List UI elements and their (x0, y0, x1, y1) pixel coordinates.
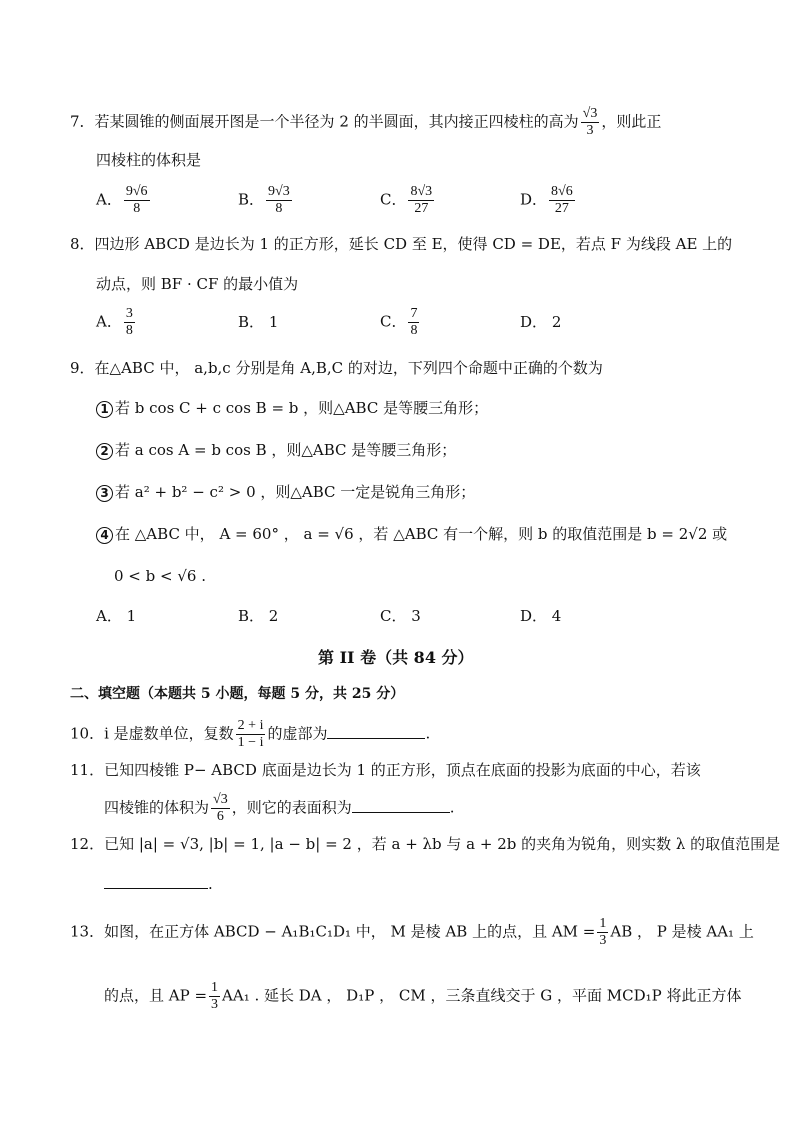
q7-option-a-label: A． (96, 190, 122, 209)
q13-ap-den: 3 (211, 997, 219, 1012)
q7-option-c-num: 8√3 (410, 184, 433, 199)
circled-three-icon: 3 (96, 485, 113, 502)
q9-statement-3-text: 若 a² + b² − c² > 0 ，则△ABC 一定是锐角三角形； (115, 483, 476, 501)
q7-text-a: 若某圆锥的侧面展开图是一个半径为 2 的半圆面，其内接正四棱柱的高为 (94, 112, 579, 131)
circled-one-icon: 1 (96, 401, 113, 418)
q7-line1 (70, 106, 661, 139)
q9-statement-4-text: 在 △ABC 中， A = 60° ， a = √6 ，若 △ABC 有一个解，则 b 的取值范围是 b = 2√2 或 (115, 525, 728, 543)
q13-text-c: 的点，且 AP = (104, 986, 208, 1005)
q8-line2: 动点，则 BF · CF 的最小值为 (96, 275, 299, 293)
q10-number: 10． (70, 724, 105, 743)
q12-text: 已知 |a| = √3, |b| = 1, |a − b| = 2 ，若 a + λb 与 a + 2b 的夹角为锐角，则实数 λ 的取值范围是 (104, 835, 781, 853)
q13-ap-num: 1 (211, 980, 219, 995)
q8-option-a-num: 3 (125, 306, 133, 321)
q11-line2 (104, 792, 455, 825)
q8-option-d-text: 2 (551, 313, 562, 331)
q8-option-c-den: 8 (410, 323, 418, 338)
q7-height-fraction (581, 106, 600, 139)
q9-statement-2 (96, 440, 456, 460)
q7-option-c-den: 27 (414, 201, 429, 216)
q12-answer-blank[interactable] (104, 874, 208, 889)
q8-option-c-num: 7 (410, 306, 418, 321)
q9-text: 在△ABC 中， a,b,c 分别是角 A,B,C 的对边，下列四个命题中正确的个数为 (94, 359, 603, 377)
q8-option-c (380, 306, 421, 339)
q10-end: . (425, 724, 431, 743)
q13-text-b: AB ， P 是棱 AA₁ 上 (610, 922, 754, 941)
q9-statement-2-text: 若 a cos A = b cos B ，则△ABC 是等腰三角形； (115, 441, 457, 459)
q10-answer-blank[interactable] (327, 724, 425, 739)
q11-volume-num: √3 (213, 792, 228, 807)
q9-option-c: C． 3 (380, 607, 421, 625)
q8-option-c-label: C． (380, 312, 407, 331)
q13-am-num: 1 (599, 916, 607, 931)
q11-text-a: 四棱锥的体积为 (104, 798, 210, 817)
q7-option-c (380, 184, 436, 217)
q7-height-den: 3 (586, 123, 594, 138)
q12-line1 (70, 834, 780, 854)
q13-text-d: AA₁ . 延长 DA ， D₁P ， CM ，三条直线交于 G ，平面 MCD₁P 将此正方体 (222, 986, 742, 1005)
q8-option-d-label: D． (520, 313, 548, 331)
q7-option-a-den: 8 (133, 201, 141, 216)
q11-answer-blank[interactable] (352, 798, 450, 813)
q8-option-b-text: 1 (268, 313, 279, 331)
q7-line2: 四棱柱的体积是 (96, 151, 202, 169)
q10-line (70, 718, 430, 751)
q11-volume-den: 6 (216, 809, 224, 824)
q9-number: 9． (70, 359, 95, 377)
q9-statement-4 (96, 524, 727, 544)
q7-option-b-den: 8 (275, 201, 283, 216)
q8-option-a-label: A． (96, 312, 122, 331)
q8-option-b (238, 312, 278, 332)
q8-number: 8． (70, 235, 95, 253)
q13-number: 13． (70, 922, 105, 941)
q10-fraction-num: 2 + i (237, 718, 264, 733)
q11-line1 (70, 760, 701, 780)
q10-text-b: 的虚部为 (267, 724, 328, 743)
q11-text-b: ，则它的表面积为 (231, 798, 352, 817)
section2-title: 第 II 卷（共 84 分） (318, 648, 474, 667)
q7-height-num: √3 (582, 106, 598, 121)
q7-option-b-label: B． (238, 190, 265, 209)
q7-option-d-den: 27 (554, 201, 569, 216)
q13-am-den: 3 (599, 933, 607, 948)
q8-option-a-den: 8 (125, 323, 133, 338)
q9-statement-3 (96, 482, 475, 502)
q9-option-b: B． 2 (238, 607, 279, 625)
q11-number: 11． (70, 761, 105, 779)
q8-option-d (520, 312, 561, 332)
q7-text-b: ，则此正 (601, 112, 662, 131)
circled-four-icon: 4 (96, 527, 113, 544)
q7-option-c-label: C． (380, 190, 407, 209)
q7-option-a (96, 184, 152, 217)
q7-option-d-label: D． (520, 190, 548, 209)
q9-statement-1 (96, 398, 488, 418)
q10-text-a: i 是虚数单位，复数 (104, 724, 234, 743)
q8-option-a (96, 306, 137, 339)
q8-text-line1: 四边形 ABCD 是边长为 1 的正方形，延长 CD 至 E，使得 CD = DE，若点 F 为线段 AE 上的 (94, 235, 733, 253)
q12-number: 12． (70, 835, 105, 853)
q9-line1 (70, 358, 603, 378)
q10-fraction-den: 1 − i (237, 735, 264, 750)
q9-statement-4-cont: 0 < b < √6 . (114, 567, 206, 585)
q13-line1 (70, 916, 754, 949)
q7-option-d (520, 184, 577, 217)
q7-number: 7． (70, 112, 95, 131)
q12-end: . (208, 875, 213, 893)
q8-line1 (70, 234, 732, 254)
q7-option-b-num: 9√3 (268, 184, 290, 199)
q9-option-a: A． 1 (96, 607, 137, 625)
q9-option-d: D． 4 (520, 607, 562, 625)
q7-option-a-num: 9√6 (125, 184, 148, 199)
q9-statement-1-text: 若 b cos C + c cos B = b ，则△ABC 是等腰三角形； (115, 399, 489, 417)
q13-line2 (104, 980, 741, 1013)
q11-end: . (449, 798, 455, 817)
q7-option-d-num: 8√6 (551, 184, 573, 199)
q7-option-b (238, 184, 294, 217)
q12-line2 (104, 874, 213, 894)
q8-option-b-label: B． (238, 313, 265, 331)
circled-two-icon: 2 (96, 443, 113, 460)
q13-text-a: 如图，在正方体 ABCD − A₁B₁C₁D₁ 中， M 是棱 AB 上的点，且 AM = (104, 922, 596, 941)
q11-text-line1: 已知四棱锥 P− ABCD 底面是边长为 1 的正方形，顶点在底面的投影为底面的中心，若该 (104, 761, 701, 779)
section2-heading: 二、填空题（本题共 5 小题，每题 5 分，共 25 分） (70, 686, 405, 702)
